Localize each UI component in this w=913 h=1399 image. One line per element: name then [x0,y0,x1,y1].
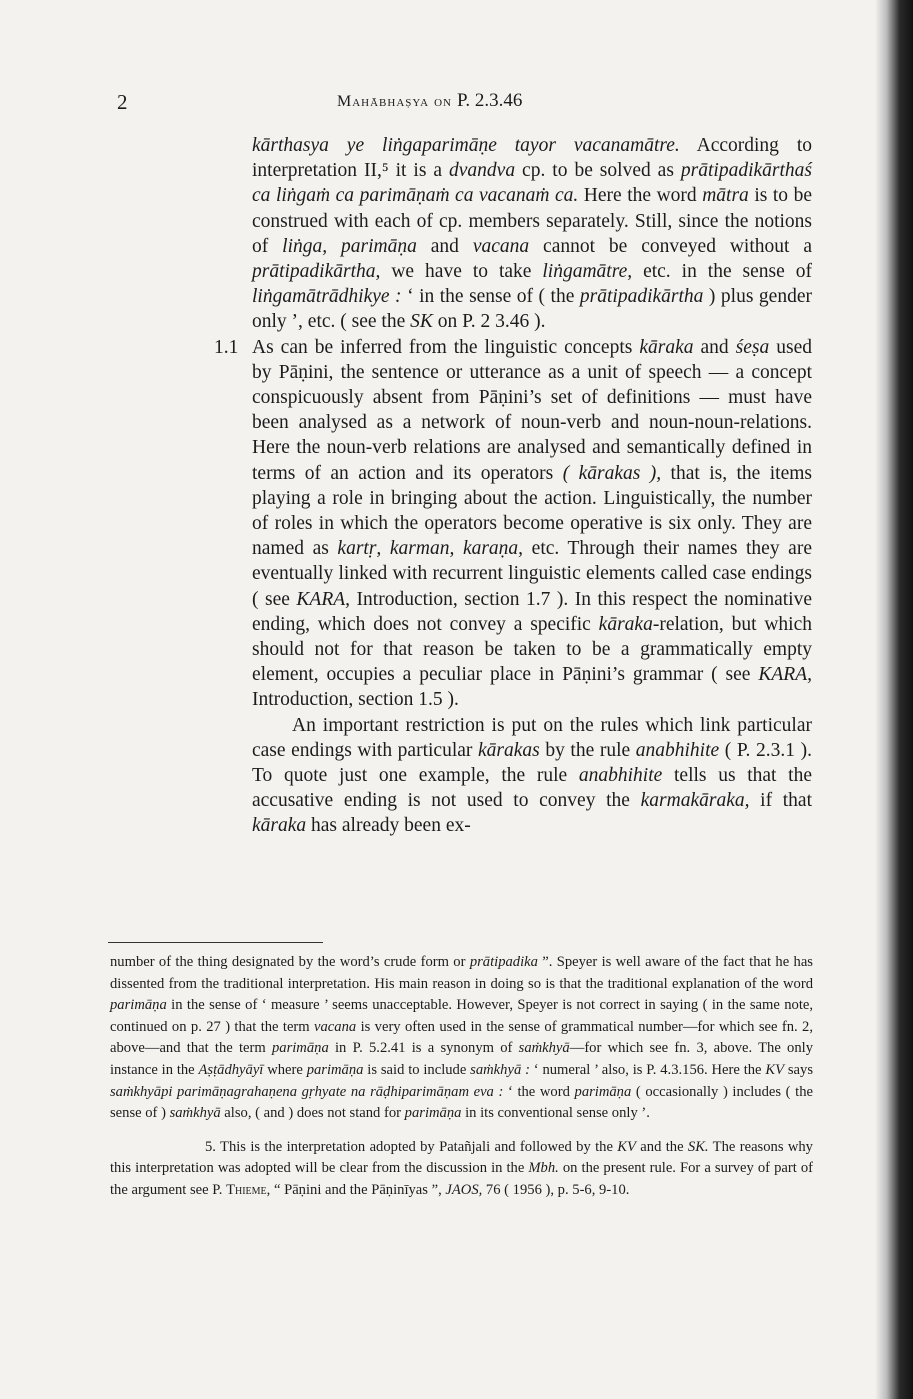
text-run: ) plus gender only ’, etc. ( see the [252,286,812,333]
text-run: ‘ in the sense of ( the [401,286,580,308]
text-run: and [693,336,736,358]
text-run: Mbh. [528,1160,559,1177]
footnote-separator [108,942,323,943]
paragraph-continued [252,133,812,335]
text-run: SK [410,311,433,333]
text-run: that is, the items playing a role in bringing about the action. Linguistically, the number of roles in which the operators become operative is six only. They are named as [252,462,812,560]
text-run: liṅgamātrādhikye : [252,286,402,308]
running-title-ref: P. 2.3.46 [456,90,523,111]
text-run: number of the thing designated by the word’s crude form or [110,954,470,970]
running-header [117,90,857,114]
text-run: prātipadikārtha [579,286,704,308]
text-run: by the rule [539,739,636,761]
text-run: anabhihite [635,739,720,761]
text-run: liṅga, parimāṇa [282,235,417,257]
text-run: karmakāraka, [640,790,750,812]
text-run: on P. 2 3.46 ). [432,311,546,333]
text-run: KARA, [296,588,351,610]
text-run: Here the word [578,185,703,207]
text-run: ‘ the word [503,1083,575,1100]
page-number: 2 [117,90,128,114]
text-run: is very often used in the sense of grammatical number—for which see fn. 2, above—and that the term [110,1018,813,1057]
text-run: etc. in the sense of [632,261,812,283]
text-run: ( occasionally ) includes ( the sense of ) [110,1083,813,1122]
text-run: saṁkhyāpi parimāṇagrahaṇena gṛhyate na rāḍhiparimāṇam eva : [110,1083,504,1100]
text-run: used by Pāṇini, the sentence or utterance as a unit of speech — a concept conspicuously absent from Pāṇini’s set of definitions — must have been analysed as a network of noun-verb and noun-noun-relations. Here the noun-verb relations are analysed and semantically defined in terms of an action and its operators [252,336,812,484]
text-run: liṅgamātre, [542,261,633,283]
text-run: kāraka [598,613,653,635]
text-run: saṁkhyā : [470,1061,530,1078]
text-run: 5. This is the interpretation adopted by Patañjali and followed by the [205,1138,618,1155]
footnote-4-continued [110,952,813,1125]
text-run: ( kārakas ), [562,462,662,484]
text-run: tells us that the accusative ending is not used to convey the [252,765,812,812]
text-run: kāraka [252,815,307,837]
text-run: KV [765,1061,785,1078]
text-run: is to be construed with each of cp. members separately. Still, since the notions of [252,185,812,257]
text-run: in its conventional sense only ’. [461,1105,650,1122]
text-run: we have to take [380,261,543,283]
text-run: also, ( and ) does not stand for [220,1105,405,1122]
text-run: on the present rule. For a survey of part of the argument see P. [110,1160,814,1198]
text-run: KARA, [758,664,812,686]
text-run: kāraka [639,336,694,358]
text-run: Aṣṭādhyāyī [198,1061,264,1078]
text-run: KV [617,1138,636,1155]
text-run: The reasons why this interpretation was adopted will be clear from the discussion in the [110,1138,813,1177]
section-1-1 [214,335,812,713]
running-title-text: Mahābhaṣya on [337,93,452,110]
text-run: ”. Speyer is well aware of the fact that he has dissented from the traditional interpretation. His main reason in doing so is that the traditional explanation of the word [110,954,813,992]
text-run: Introduction, section 1.5 ). [252,689,459,711]
text-run: JAOS, [445,1181,483,1198]
text-run: kartṛ, karman, karaṇa, [337,538,524,560]
text-run: “ Pāṇini and the Pāṇinīyas ”, [270,1181,446,1198]
text-run: and [416,235,473,257]
text-run: vacana [314,1018,357,1035]
text-run: saṁkhyā [518,1040,570,1057]
text-run: As can be inferred from the linguistic concepts [252,336,640,358]
text-run: parimāṇa [271,1040,329,1057]
text-run: saṁkhyā [169,1105,221,1122]
text-run: anabhihite [578,765,663,787]
text-run: mātra [702,185,749,207]
text-run: SK. [687,1138,709,1155]
text-run: prātipadika [469,954,538,970]
text-run: parimāṇa [306,1061,364,1078]
text-run: parimāṇa [110,997,167,1014]
text-run: cp. to be solved as [515,160,681,182]
text-run: has already been ex- [306,815,471,837]
text-run: vacana [472,235,530,257]
text-run: in P. 5.2.41 is a synonym of [328,1040,519,1057]
text-run: prātipadikārthaś ca liṅgaṁ ca parimāṇaṁ ca vacanaṁ ca. [252,160,812,207]
text-run: and the [635,1138,688,1155]
footnote-5 [110,1137,813,1202]
text-run: —for which see fn. 3, above. The only instance in the [110,1040,814,1078]
text-run: -relation, but which should not for that reason be taken to be a grammatically empty element, occupies a peculiar place in Pāṇini’s grammar ( see [252,613,812,686]
text-run: prātipadikārtha, [252,261,381,283]
page-binding-edge [875,0,913,1399]
text-run: An important restriction is put on the rules which link particular case endings with particular [252,714,812,761]
text-run: in the sense of ‘ measure ’ seems unacceptable. However, Speyer is not correct in saying ( in the same note, continued on p. 27 ) that the term [110,997,813,1035]
text-run: if that [749,790,812,812]
text-run: kārthasya ye liṅgaparimāṇe tayor vacanamātre. [252,135,680,156]
paragraph-section-1-1 [252,335,812,713]
text-run: etc. Through their names they are eventually linked with recurrent linguistic elements called case endings ( see [252,538,812,610]
text-run: parimāṇa [404,1105,462,1122]
text-run: śeṣa [735,336,770,358]
text-run: ( P. 2.3.1 ). To quote just one example, the rule [252,739,812,787]
section-number: 1.1 [214,336,239,358]
running-title [337,90,522,112]
footnotes [110,952,813,1202]
text-run: says [784,1061,813,1078]
paragraph-restriction [252,713,812,839]
text-run: According to interpretation II,⁵ it is a [252,135,812,182]
text-run: cannot be conveyed without a [529,235,812,257]
text-run: dvandva [449,160,516,182]
text-run: Thieme, [226,1181,271,1198]
text-run: kārakas [477,739,540,761]
text-run: is said to include [363,1061,471,1078]
text-run: 76 ( 1956 ), p. 5-6, 9-10. [482,1181,630,1198]
text-run: Introduction, section 1.7 ). In this respect the nominative ending, which does not convey a specific [252,588,812,635]
text-run: parimāṇa [574,1083,632,1100]
text-run: where [263,1061,307,1078]
text-run: ‘ numeral ’ also, is P. 4.3.156. Here the [529,1061,766,1078]
main-text [214,133,812,839]
